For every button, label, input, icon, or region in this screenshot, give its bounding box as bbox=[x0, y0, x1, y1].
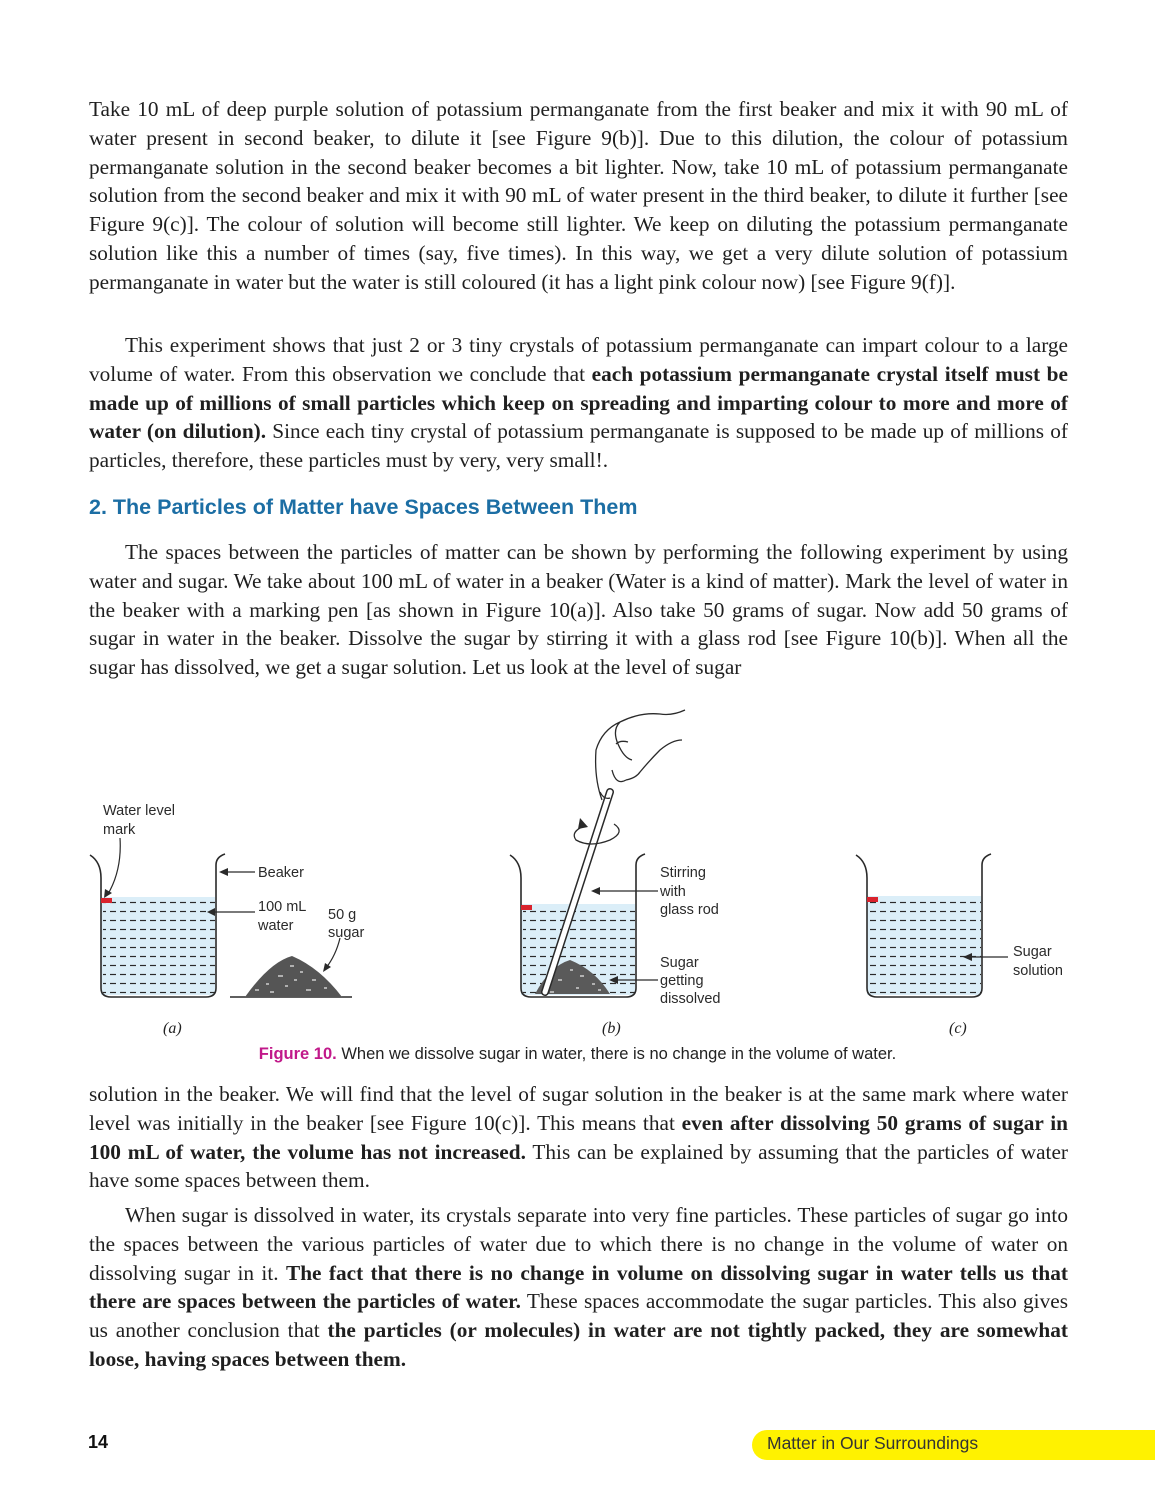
beaker-b bbox=[510, 710, 685, 997]
sublabel-b: (b) bbox=[602, 1020, 621, 1037]
caption-text: When we dissolve sugar in water, there is no change in the volume of water. bbox=[336, 1045, 897, 1063]
paragraph-explanation bbox=[89, 1201, 1068, 1374]
hand-outline bbox=[596, 710, 685, 800]
water-level-mark-c bbox=[867, 897, 878, 902]
paragraph-conclusion bbox=[89, 331, 1068, 475]
beaker-c-water-lines bbox=[869, 897, 981, 995]
observation-text-1: solution in the beaker. We will find that the level of sugar solution in the beaker is at the same mark where water level was initially in the beaker [see Figure 10(c)]. This means that bbox=[89, 1082, 1068, 1135]
paragraph-experiment: The spaces between the particles of matter can be shown by performing the following experiment by using water and sugar. We take about 100 mL of water in a beaker (Water is a kind of matter). Mark the level of water in the beaker with a marking pen [as shown in Figure 10(a)]. Also take 50 grams of sugar. Now add 50 grams of sugar in water in the beaker. Dissolve the sugar by stirring it with a glass rod [see Figure 10(b)]. When all the sugar has dissolved, we get a sugar solution. Let us look at the level of sugar bbox=[89, 540, 1068, 680]
paragraph-dilution: Take 10 mL of deep purple solution of potassium permanganate from the first beaker and mix it with 90 mL of water present in second beaker, to dilute it [see Figure 9(b)]. Due to this dilution, the colour of potassium permanganate solution in the second beaker becomes a bit lighter. Now, take 10 mL of potassium permanganate solution from the second beaker and mix it with 90 mL of water present in the third beaker, to dilute it further [see Figure 9(c)]. The colour of solution will become still lighter. We keep on diluting the potassium permanganate solution like this a number of times (say, five times). In this way, we get a very dilute solution of potassium permanganate in water but the water is still coloured (it has a light pink colour now) [see Figure 9(f)]. bbox=[89, 97, 1068, 294]
beaker-pointer-arrowhead bbox=[219, 868, 228, 876]
label-sugar-b: Sugar bbox=[660, 955, 699, 971]
label-glass-rod: glass rod bbox=[660, 902, 719, 918]
explanation-text-2: These spaces accommodate the sugar particles. This also gives us another conclusion that bbox=[89, 1289, 1068, 1343]
label-water-level: Water level bbox=[103, 803, 175, 819]
conclusion-bold: each potassium permanganate crystal itself must be made up of millions of small particles which keep on spreading and imparting colour to more and more of water (on dilution). bbox=[89, 361, 1068, 444]
page-number: 14 bbox=[88, 1432, 109, 1452]
section-heading: 2. The Particles of Matter have Spaces Between Them bbox=[89, 495, 638, 519]
observation-bold: even after dissolving 50 grams of sugar in 100 mL of water, the volume has not increased. bbox=[89, 1110, 1068, 1164]
footer-chapter-title: Matter in Our Surroundings bbox=[767, 1433, 979, 1453]
label-water: water bbox=[258, 918, 294, 934]
explanation-bold-2: the particles (or molecules) in water are not tightly packed, they are somewhat loose, having spaces between them. bbox=[89, 1318, 1069, 1371]
label-beaker: Beaker bbox=[258, 865, 304, 881]
caption-figure-label: Figure 10. bbox=[258, 1045, 337, 1063]
water-level-mark-a bbox=[101, 898, 112, 903]
water-level-mark-b bbox=[521, 905, 532, 910]
stirring-arrowhead bbox=[578, 818, 588, 829]
conclusion-text-2: Since each tiny crystal of potassium permanganate is supposed to be made up of millions of particles, therefore, these particles must by very, very small!. bbox=[89, 419, 1068, 473]
label-dissolved: dissolved bbox=[660, 991, 721, 1007]
water-mark-arrow bbox=[108, 838, 120, 894]
stirring-pointer-arrowhead bbox=[591, 887, 600, 895]
label-mark: mark bbox=[103, 822, 136, 838]
sublabel-c: (c) bbox=[949, 1020, 967, 1037]
figure-caption bbox=[0, 1045, 1155, 1064]
beaker-a-water-lines bbox=[103, 898, 215, 995]
observation-text-2: This can be explained by assuming that the particles of water have some spaces between them. bbox=[89, 1139, 1068, 1193]
sugar-arrowhead bbox=[323, 963, 331, 972]
label-50g: 50 g bbox=[328, 907, 357, 923]
label-getting: getting bbox=[660, 973, 704, 989]
beaker-a bbox=[90, 838, 255, 997]
sugar-heap-a bbox=[230, 938, 352, 997]
water-mark-arrowhead bbox=[104, 889, 112, 898]
label-sugar-c: Sugar bbox=[1013, 944, 1052, 960]
paragraph-observation bbox=[89, 1080, 1068, 1195]
explanation-text-1: When sugar is dissolved in water, its crystals separate into very fine particles. These particles of sugar go into the spaces between the various particles of water due to which there is no change in the volume of water on dissolving sugar in it. bbox=[89, 1203, 1068, 1285]
conclusion-text-1: This experiment shows that just 2 or 3 tiny crystals of potassium permanganate can impart colour to a large volume of water. From this observation we conclude that bbox=[89, 333, 1068, 386]
figure-10-diagram bbox=[80, 700, 1063, 1040]
explanation-bold-1: The fact that there is no change in volume on dissolving sugar in water tells us that there are spaces between the particles of water. bbox=[89, 1260, 1068, 1314]
sugar-heap-shape bbox=[245, 956, 342, 997]
label-sugar: sugar bbox=[328, 925, 365, 941]
sugar-arrow bbox=[326, 938, 340, 968]
sublabel-a: (a) bbox=[163, 1020, 182, 1037]
label-stirring: Stirring bbox=[660, 865, 706, 881]
label-solution: solution bbox=[1013, 963, 1063, 979]
label-with: with bbox=[660, 884, 686, 900]
beaker-c bbox=[856, 854, 1008, 997]
label-100ml: 100 mL bbox=[258, 899, 307, 915]
